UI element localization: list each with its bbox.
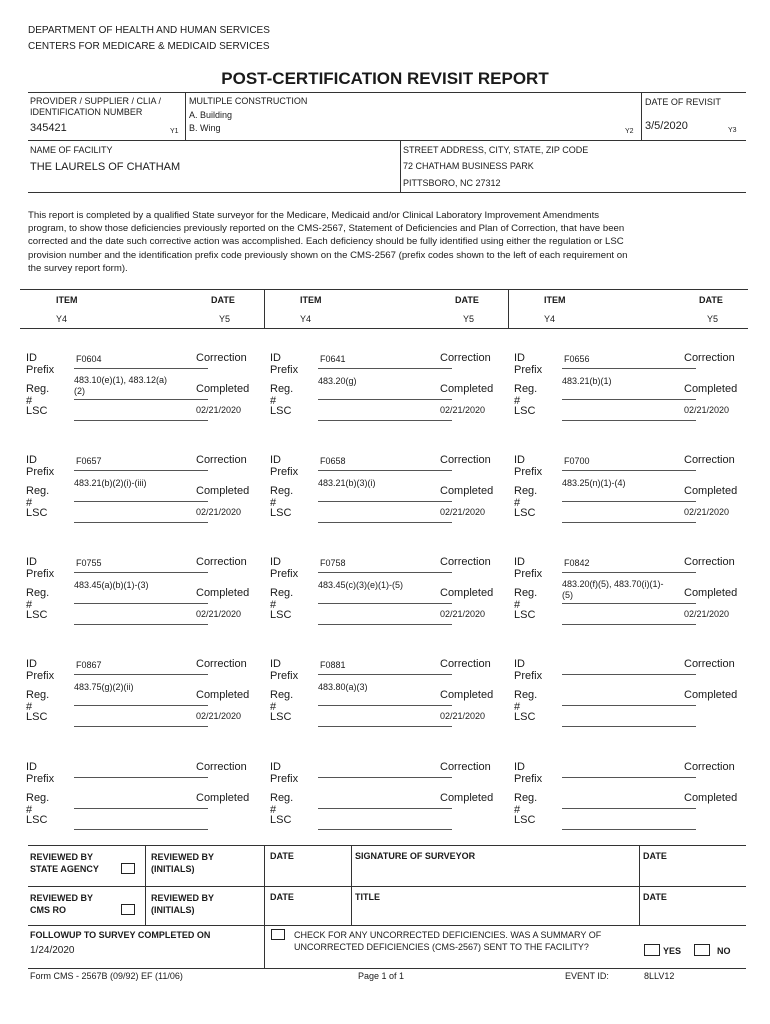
lsc-label: LSC xyxy=(514,405,536,417)
uncorrected-question: CHECK FOR ANY UNCORRECTED DEFICIENCIES. WAS A SUMMARY OF UNCORRECTED DEFICIENCIES (CMS-2567) SENT TO THE FACILITY? xyxy=(294,930,602,952)
completed-date: 02/21/2020 xyxy=(440,405,486,415)
id-prefix-label: ID Prefix xyxy=(514,761,543,785)
reg-label: Reg. # xyxy=(270,792,294,816)
reg-value: 483.80(a)(3) xyxy=(318,682,368,692)
item-code: Y4 xyxy=(56,314,68,324)
lsc-label: LSC xyxy=(514,711,536,723)
correction-label: Correction xyxy=(196,761,247,773)
revisit-code: Y3 xyxy=(728,127,737,134)
completed-label: Completed xyxy=(440,383,494,395)
completed-label: Completed xyxy=(196,587,250,599)
date-header: DATE xyxy=(455,295,479,305)
reg-label: Reg. # xyxy=(514,792,538,816)
completed-date: 02/21/2020 xyxy=(440,609,486,619)
id-prefix-value: F0755 xyxy=(76,558,102,568)
completed-date: 02/21/2020 xyxy=(196,711,242,721)
followup-date: 1/24/2020 xyxy=(30,945,75,956)
reviewed-state-checkbox[interactable] xyxy=(121,863,135,874)
reviewed-cms-label: REVIEWED BY CMS RO xyxy=(30,893,94,915)
reg-value: 483.75(g)(2)(ii) xyxy=(74,682,134,692)
lsc-label: LSC xyxy=(26,814,48,826)
id-prefix-value: F0881 xyxy=(320,660,346,670)
lsc-label: LSC xyxy=(514,609,536,621)
page-title: POST-CERTIFICATION REVISIT REPORT xyxy=(221,69,549,88)
completed-date: 02/21/2020 xyxy=(684,507,730,517)
reg-label: Reg. # xyxy=(270,689,294,713)
reg-value: 483.45(a)(b)(1)-(3) xyxy=(74,580,149,590)
lsc-label: LSC xyxy=(26,711,48,723)
item-header: ITEM xyxy=(544,295,566,305)
completed-date: 02/21/2020 xyxy=(440,507,486,517)
reg-label: Reg. # xyxy=(514,587,538,611)
completed-date: 02/21/2020 xyxy=(684,609,730,619)
reg-label: Reg. # xyxy=(26,587,50,611)
lsc-label: LSC xyxy=(270,711,292,723)
correction-label: Correction xyxy=(196,556,247,568)
facility-name: THE LAURELS OF CHATHAM xyxy=(30,161,181,173)
lsc-label: LSC xyxy=(514,814,536,826)
state-initials-label: REVIEWED BY (INITIALS) xyxy=(151,852,215,874)
completed-label: Completed xyxy=(684,383,738,395)
correction-label: Correction xyxy=(440,658,491,670)
provider-label: PROVIDER / SUPPLIER / CLIA / IDENTIFICATION NUMBER xyxy=(30,96,162,117)
correction-label: Correction xyxy=(440,761,491,773)
cms-initials-label: REVIEWED BY (INITIALS) xyxy=(151,893,215,915)
reg-label: Reg. # xyxy=(26,383,50,407)
id-prefix-label: ID Prefix xyxy=(270,761,299,785)
correction-label: Correction xyxy=(440,352,491,364)
construction-wing: B. Wing xyxy=(189,123,221,133)
correction-label: Correction xyxy=(684,556,735,568)
address-line-1: 72 CHATHAM BUSINESS PARK xyxy=(403,161,534,171)
date-header: DATE xyxy=(699,295,723,305)
lsc-label: LSC xyxy=(26,609,48,621)
completed-label: Completed xyxy=(196,383,250,395)
completed-label: Completed xyxy=(440,792,494,804)
correction-label: Correction xyxy=(684,761,735,773)
correction-label: Correction xyxy=(684,658,735,670)
completed-label: Completed xyxy=(440,587,494,599)
revisit-date: 3/5/2020 xyxy=(645,120,688,132)
lsc-label: LSC xyxy=(270,507,292,519)
provider-code: Y1 xyxy=(170,128,179,135)
correction-label: Correction xyxy=(196,454,247,466)
reg-value: 483.25(n)(1)-(4) xyxy=(562,478,626,488)
id-prefix-value: F0641 xyxy=(320,354,346,364)
correction-label: Correction xyxy=(440,454,491,466)
id-prefix-label: ID Prefix xyxy=(270,352,299,376)
completed-label: Completed xyxy=(196,485,250,497)
reg-value: 483.45(c)(3)(e)(1)-(5) xyxy=(318,580,404,590)
id-prefix-value: F0604 xyxy=(76,354,102,364)
signature-label: SIGNATURE OF SURVEYOR xyxy=(355,851,476,861)
signature-date-label: DATE xyxy=(643,851,667,861)
page-number: Page 1 of 1 xyxy=(358,971,405,981)
cms-date-label: DATE xyxy=(270,892,294,902)
form-number: Form CMS - 2567B (09/92) EF (11/06) xyxy=(30,971,183,981)
completed-label: Completed xyxy=(684,689,738,701)
completed-date: 02/21/2020 xyxy=(196,507,242,517)
revisit-label: DATE OF REVISIT xyxy=(645,97,721,107)
completed-label: Completed xyxy=(684,587,738,599)
no-checkbox[interactable] xyxy=(694,944,710,956)
reviewed-cms-checkbox[interactable] xyxy=(121,904,135,915)
yes-label: YES xyxy=(663,946,682,956)
completed-label: Completed xyxy=(440,689,494,701)
id-prefix-value: F0656 xyxy=(564,354,590,364)
item-header: ITEM xyxy=(300,295,322,305)
correction-label: Correction xyxy=(684,352,735,364)
correction-label: Correction xyxy=(196,352,247,364)
reg-label: Reg. # xyxy=(270,383,294,407)
facility-name-label: NAME OF FACILITY xyxy=(30,145,113,155)
construction-label: MULTIPLE CONSTRUCTION xyxy=(189,96,308,106)
id-prefix-label: ID Prefix xyxy=(514,556,543,580)
date-code: Y5 xyxy=(707,314,719,324)
id-prefix-label: ID Prefix xyxy=(26,556,55,580)
reg-value: 483.21(b)(3)(i) xyxy=(318,478,376,488)
yes-checkbox[interactable] xyxy=(644,944,660,956)
id-prefix-label: ID Prefix xyxy=(26,658,55,682)
lsc-label: LSC xyxy=(26,405,48,417)
reg-label: Reg. # xyxy=(514,689,538,713)
event-id: 8LLV12 xyxy=(644,971,675,981)
correction-label: Correction xyxy=(440,556,491,568)
date-code: Y5 xyxy=(219,314,231,324)
id-prefix-value: F0700 xyxy=(564,456,590,466)
id-prefix-label: ID Prefix xyxy=(270,658,299,682)
item-code: Y4 xyxy=(300,314,312,324)
reg-value: 483.20(g) xyxy=(318,376,357,386)
lsc-label: LSC xyxy=(270,405,292,417)
reg-label: Reg. # xyxy=(26,689,50,713)
correction-label: Correction xyxy=(684,454,735,466)
id-prefix-label: ID Prefix xyxy=(270,454,299,478)
date-code: Y5 xyxy=(463,314,475,324)
id-prefix-label: ID Prefix xyxy=(514,454,543,478)
id-prefix-label: ID Prefix xyxy=(514,352,543,376)
id-prefix-value: F0657 xyxy=(76,456,102,466)
id-prefix-label: ID Prefix xyxy=(26,352,55,376)
completed-date: 02/21/2020 xyxy=(196,609,242,619)
lsc-label: LSC xyxy=(514,507,536,519)
followup-label: FOLLOWUP TO SURVEY COMPLETED ON xyxy=(30,930,211,940)
reg-label: Reg. # xyxy=(514,485,538,509)
intro-paragraph: This report is completed by a qualified State surveyor for the Medicare, Medicaid and/or Clinical Laboratory Improvement Amendments program, to show those deficiencies previously reported on the CMS-2567, Statement of Deficiencies and Plan of Correction, that have been corrected and the date such corrective action was accomplished. Each deficiency should be fully identified using either the regulation or LSC provision number and the identification prefix code previously shown on the CMS-2567 (prefix codes shown to the left of each requirement on the survey report form). xyxy=(28,210,628,274)
address-label: STREET ADDRESS, CITY, STATE, ZIP CODE xyxy=(403,145,589,155)
provider-number: 345421 xyxy=(30,122,67,134)
id-prefix-label: ID Prefix xyxy=(26,454,55,478)
reg-label: Reg. # xyxy=(270,587,294,611)
correction-label: Correction xyxy=(196,658,247,670)
completed-label: Completed xyxy=(196,689,250,701)
completed-date: 02/21/2020 xyxy=(196,405,242,415)
lsc-label: LSC xyxy=(270,814,292,826)
lsc-label: LSC xyxy=(270,609,292,621)
lsc-label: LSC xyxy=(26,507,48,519)
id-prefix-label: ID Prefix xyxy=(270,556,299,580)
item-code: Y4 xyxy=(544,314,556,324)
address-line-2: PITTSBORO, NC 27312 xyxy=(403,178,501,188)
dept-line-1: DEPARTMENT OF HEALTH AND HUMAN SERVICES xyxy=(28,25,270,36)
reg-value: 483.21(b)(1) xyxy=(562,376,612,386)
completed-date: 02/21/2020 xyxy=(440,711,486,721)
reg-value: 483.10(e)(1), 483.12(a) (2) xyxy=(74,375,168,396)
reg-label: Reg. # xyxy=(26,485,50,509)
completed-label: Completed xyxy=(684,792,738,804)
id-prefix-value: F0842 xyxy=(564,558,590,568)
uncorrected-checkbox[interactable] xyxy=(271,929,285,940)
id-prefix-value: F0658 xyxy=(320,456,346,466)
construction-building: A. Building xyxy=(189,110,233,120)
no-label: NO xyxy=(717,946,731,956)
completed-label: Completed xyxy=(440,485,494,497)
completed-date: 02/21/2020 xyxy=(684,405,730,415)
id-prefix-value: F0758 xyxy=(320,558,346,568)
event-id-label: EVENT ID: xyxy=(565,971,609,981)
id-prefix-value: F0867 xyxy=(76,660,102,670)
date-header: DATE xyxy=(211,295,235,305)
completed-label: Completed xyxy=(684,485,738,497)
item-header: ITEM xyxy=(56,295,78,305)
reg-label: Reg. # xyxy=(514,383,538,407)
state-date-label: DATE xyxy=(270,851,294,861)
reg-label: Reg. # xyxy=(26,792,50,816)
construction-code: Y2 xyxy=(625,128,634,135)
reg-value: 483.21(b)(2)(i)-(iii) xyxy=(74,478,147,488)
reviewed-state-label: REVIEWED BY STATE AGENCY xyxy=(30,852,99,874)
id-prefix-label: ID Prefix xyxy=(26,761,55,785)
reg-label: Reg. # xyxy=(270,485,294,509)
reg-value: 483.20(f)(5), 483.70(i)(1)- (5) xyxy=(562,579,664,600)
id-prefix-label: ID Prefix xyxy=(514,658,543,682)
completed-label: Completed xyxy=(196,792,250,804)
dept-line-2: CENTERS FOR MEDICARE & MEDICAID SERVICES xyxy=(28,41,270,52)
title-date-label: DATE xyxy=(643,892,667,902)
title-label: TITLE xyxy=(355,892,380,902)
